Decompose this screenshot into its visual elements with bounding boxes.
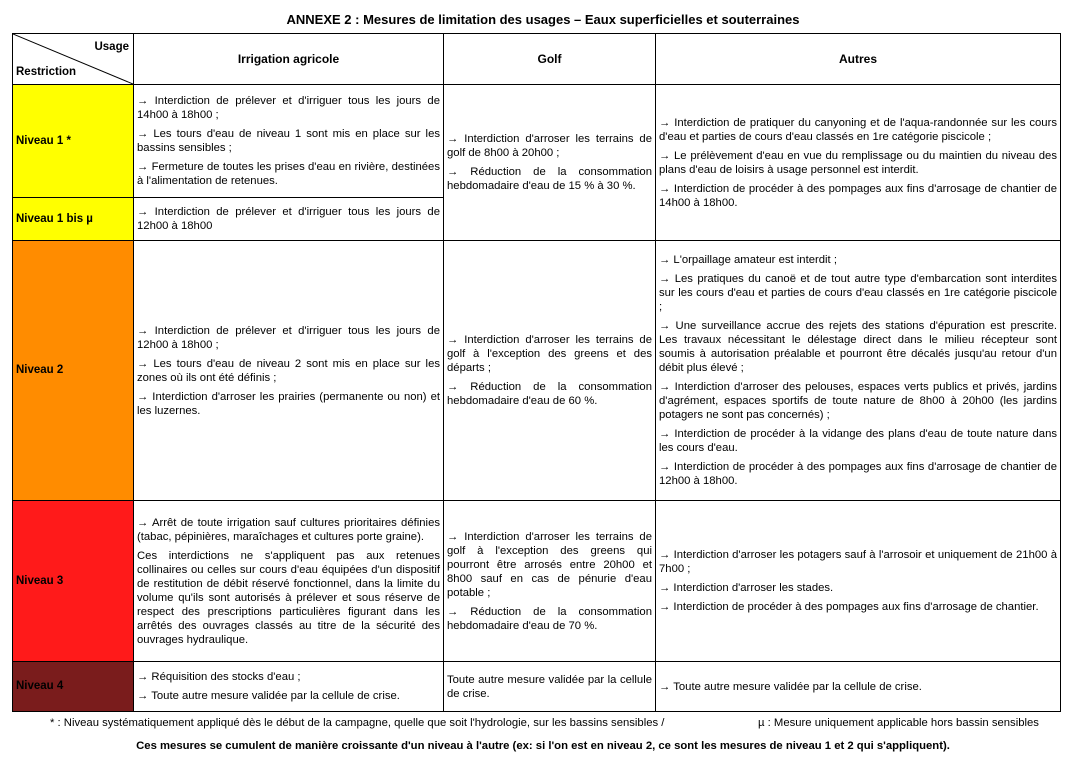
measure-item: → Interdiction de procéder à des pompages aux fins d'arrosage de chantier.: [659, 601, 1039, 613]
cell-n1bis-irrigation: [134, 198, 444, 241]
cell-n3-irrigation: [134, 501, 444, 662]
level-niveau-1-bis: Niveau 1 bis µ: [13, 198, 134, 241]
measure-item: → Fermeture de toutes les prises d'eau en rivière, destinées à l'alimentation de retenues.: [137, 161, 440, 187]
restriction-label: Restriction: [16, 65, 77, 78]
cell-n3-golf: [444, 501, 656, 662]
measure-item: → Interdiction de prélever et d'irriguer tous les jours de 12h00 à 18h00: [137, 206, 440, 232]
measure-item: → Réduction de la consommation hebdomadaire d'eau de 60 %.: [447, 381, 652, 407]
level-niveau-4: Niveau 4: [13, 662, 134, 712]
measure-item: → Interdiction de prélever et d'irriguer tous les jours de 14h00 à 18h00 ;: [137, 95, 440, 121]
measure-item: → Interdiction de prélever et d'irriguer tous les jours de 12h00 à 18h00 ;: [137, 324, 440, 351]
col-golf-header: Golf: [444, 34, 656, 85]
footnote-mu: µ : Mesure uniquement applicable hors bassin sensibles: [758, 717, 1039, 729]
cell-n1-irrigation: [134, 85, 444, 198]
measure-item: → Toute autre mesure validée par la cellule de crise.: [659, 680, 922, 693]
cell-n4-autres: [656, 662, 1061, 712]
measure-item: Toute autre mesure validée par la cellule de crise.: [447, 673, 652, 700]
footnote-star: * : Niveau systématiquement appliqué dès le début de la campagne, quelle que soit l'hydrologie, sur les bassins sensibles /: [50, 717, 665, 729]
measure-item: → Les tours d'eau de niveau 2 sont mis en place sur les zones où ils ont été définis ;: [137, 357, 440, 384]
measure-item: → Interdiction d'arroser les potagers sauf à l'arrosoir et uniquement de 21h00 à 7h00 ;: [659, 549, 1057, 575]
cell-n2-autres: [656, 241, 1061, 501]
header-row: [13, 34, 1061, 85]
cell-n4-irrigation: [134, 662, 444, 712]
measure-item: → Interdiction de pratiquer du canyoning et de l'aqua-randonnée sur les cours d'eau et parties de cours d'eau classés en 1re catégorie piscicole ;: [659, 116, 1057, 143]
col-autres-header: Autres: [656, 34, 1061, 85]
measure-item: → Le prélèvement d'eau en vue du remplissage ou du maintien du niveau des plans d'eau de loisirs à usage personnel est interdit.: [659, 149, 1057, 176]
measure-item: Ces interdictions ne s'appliquent pas aux retenues collinaires ou celles sur cours d'eau équipées d'un dispositif de restitution de débit réservé fonctionnel, dans la limite du volume qu'ils sont autorisés à prélever et sous réserve de respect des prescriptions particulières figurant dans les arrêtés des ouvrages classés au titre de la sécurité des ouvrages hydraulique.: [137, 549, 440, 646]
cell-n1-autres: [656, 85, 1061, 241]
measure-item: → Une surveillance accrue des rejets des stations d'épuration est prescrite. Les travaux nécessitant le délestage direct dans le milieu récepteur sont soumis à autorisation préalable et pourront être décalés jusqu'au retour d'un débit plus élevé ;: [659, 320, 1057, 374]
level-niveau-2: Niveau 2: [13, 241, 134, 501]
cell-n3-autres: [656, 501, 1061, 662]
measure-item: → Interdiction d'arroser les terrains de golf à l'exception des greens qui pourront être arrosés entre 20h00 et 8h00 sauf en cas de pénurie d'eau potable ;: [447, 530, 652, 599]
measure-item: → Les pratiques du canoë et de tout autre type d'embarcation sont interdites sur les cours d'eau et parties de cours d'eau classés en 1re catégorie piscicole ;: [659, 273, 1057, 313]
row-niveau-3: [13, 501, 1061, 662]
measure-item: → Interdiction d'arroser les stades.: [659, 582, 834, 594]
measure-item: → Interdiction d'arroser des pelouses, espaces verts publics et privés, jardins d'agrément, espaces sportifs de toute nature de 8h00 à 20h00 (les jardins potagers ne sont pas concernés) ;: [659, 381, 1057, 421]
measure-item: → Interdiction de procéder à la vidange des plans d'eau de toute nature dans les cours d'eau.: [659, 428, 1057, 454]
cell-n2-irrigation: [134, 241, 444, 501]
measure-item: → Interdiction d'arroser les prairies (permanente ou non) et les luzernes.: [137, 390, 440, 417]
footer-note: Ces mesures se cumulent de manière croissante d'un niveau à l'autre (ex: si l'on est en niveau 2, ce sont les mesures de niveau 1 et 2 qui s'appliquent).: [136, 740, 950, 752]
usage-label: Usage: [94, 41, 129, 53]
measure-item: → Interdiction de procéder à des pompages aux fins d'arrosage de chantier de 14h00 à 18h00.: [659, 182, 1057, 209]
cell-n4-golf: [444, 662, 656, 712]
measure-item: → Réduction de la consommation hebdomadaire d'eau de 70 %.: [447, 605, 652, 632]
cell-n1-golf: [444, 85, 656, 241]
level-niveau-3: Niveau 3: [13, 501, 134, 662]
measure-item: → Les tours d'eau de niveau 1 sont mis en place sur les bassins sensibles ;: [137, 128, 440, 154]
row-niveau-1: [13, 85, 1061, 198]
measure-item: → Réduction de la consommation hebdomadaire d'eau de 15 % à 30 %.: [447, 166, 652, 192]
measure-item: → Toute autre mesure validée par la cellule de crise.: [137, 690, 400, 702]
measure-item: → Interdiction d'arroser les terrains de golf à l'exception des greens et des départs ;: [447, 334, 652, 374]
cell-n2-golf: [444, 241, 656, 501]
row-niveau-2: [13, 241, 1061, 501]
row-niveau-4: [13, 662, 1061, 712]
restriction-table: [12, 33, 1061, 712]
corner-header: [13, 34, 134, 85]
page-title: ANNEXE 2 : Mesures de limitation des usages – Eaux superficielles et souterraines: [286, 12, 800, 27]
level-niveau-1: Niveau 1 *: [13, 85, 134, 198]
measure-item: → Réquisition des stocks d'eau ;: [137, 671, 301, 683]
measure-item: → Arrêt de toute irrigation sauf cultures prioritaires définies (tabac, pépinières, maraîchages et cultures porte graine).: [137, 516, 440, 543]
measure-item: → Interdiction de procéder à des pompages aux fins d'arrosage de chantier de 12h00 à 18h00.: [659, 461, 1057, 487]
measure-item: → L'orpaillage amateur est interdit ;: [659, 254, 837, 266]
col-irrigation-header: Irrigation agricole: [134, 34, 444, 85]
measure-item: → Interdiction d'arroser les terrains de golf de 8h00 à 20h00 ;: [447, 133, 652, 159]
